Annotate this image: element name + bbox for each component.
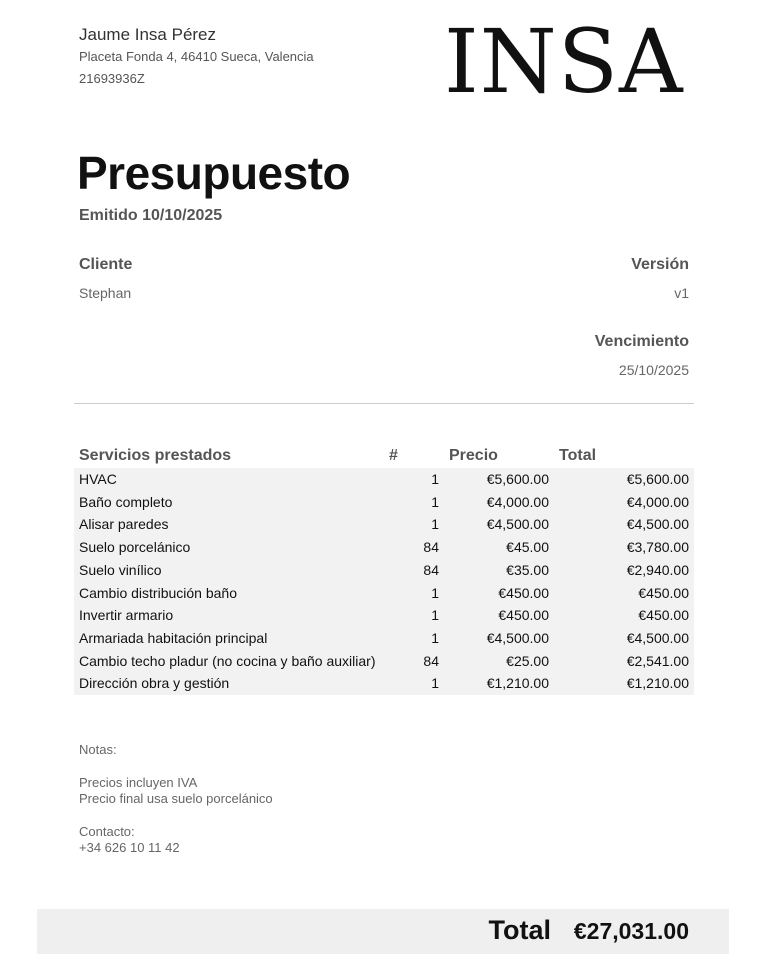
row-total: €4,000.00	[626, 493, 689, 510]
table-header-row	[74, 444, 694, 468]
issuer-block	[79, 24, 314, 90]
version-label: Versión	[631, 256, 689, 273]
notes-label: Notas:	[79, 742, 117, 757]
table-row	[74, 672, 694, 695]
row-total: €2,541.00	[626, 652, 689, 669]
row-qty: 84	[423, 539, 439, 556]
table-row	[74, 627, 694, 650]
row-price: €25.00	[506, 652, 549, 669]
table-row	[74, 650, 694, 673]
row-service: Dirección obra y gestión	[79, 675, 230, 692]
row-total: €450.00	[638, 584, 689, 601]
row-price: €450.00	[498, 607, 549, 624]
row-qty: 1	[431, 675, 439, 692]
row-service: HVAC	[79, 471, 117, 487]
table-row	[74, 491, 694, 514]
total-value: €27,031.00	[573, 918, 689, 944]
notes-block	[79, 742, 273, 857]
services-table	[74, 444, 694, 695]
row-total: €450.00	[638, 607, 689, 624]
brand-logo: INSA	[444, 10, 684, 113]
row-price: €5,600.00	[486, 471, 549, 487]
table-row	[74, 559, 694, 582]
notes-line: Precios incluyen IVA	[79, 774, 198, 790]
table-row	[74, 536, 694, 559]
row-price: €35.00	[506, 561, 549, 578]
issuer-tax-id: 21693936Z	[79, 71, 145, 86]
row-qty: 84	[423, 652, 439, 669]
row-qty: 1	[431, 516, 439, 533]
header-total: Total	[559, 447, 597, 464]
row-service: Suelo vinílico	[79, 561, 162, 578]
notes-line: Precio final usa suelo porcelánico	[79, 791, 273, 806]
row-qty: 1	[431, 471, 439, 487]
client-label: Cliente	[79, 256, 133, 273]
row-qty: 84	[423, 561, 439, 578]
row-qty: 1	[431, 584, 439, 601]
contact-phone: +34 626 10 11 42	[79, 840, 180, 855]
section-divider	[74, 403, 694, 404]
row-total: €4,500.00	[626, 629, 689, 646]
row-service: Invertir armario	[79, 607, 174, 624]
row-price: €4,500.00	[486, 516, 549, 533]
row-total: €4,500.00	[626, 516, 689, 533]
version-value: v1	[674, 285, 689, 301]
row-price: €450.00	[498, 584, 549, 601]
row-price: €4,000.00	[486, 493, 549, 510]
row-total: €2,940.00	[626, 561, 689, 578]
due-value: 25/10/2025	[618, 362, 689, 378]
header-service: Servicios prestados	[79, 447, 232, 464]
page-title: Presupuesto	[77, 147, 351, 199]
row-service: Suelo porcelánico	[79, 539, 191, 556]
total-bar	[37, 909, 729, 954]
issuer-address: Placeta Fonda 4, 46410 Sueca, Valencia	[79, 49, 314, 64]
issuer-name: Jaume Insa Pérez	[79, 25, 217, 44]
row-qty: 1	[431, 607, 439, 624]
total-label: Total	[488, 915, 551, 945]
row-price: €45.00	[506, 539, 549, 556]
row-total: €5,600.00	[626, 471, 689, 487]
table-row	[74, 604, 694, 627]
row-price: €1,210.00	[486, 675, 549, 692]
row-service: Armariada habitación principal	[79, 629, 268, 646]
row-qty: 1	[431, 629, 439, 646]
contact-label: Contacto:	[79, 823, 135, 839]
row-service: Cambio techo pladur (no cocina y baño auxiliar)	[79, 652, 376, 669]
header-qty: #	[389, 447, 398, 464]
row-total: €1,210.00	[626, 675, 689, 692]
table-row	[74, 582, 694, 605]
header-price: Precio	[449, 447, 498, 464]
row-price: €4,500.00	[486, 629, 549, 646]
row-service: Baño completo	[79, 493, 173, 510]
row-qty: 1	[431, 493, 439, 510]
due-label: Vencimiento	[594, 333, 689, 350]
row-total: €3,780.00	[626, 539, 689, 556]
row-service: Cambio distribución baño	[79, 584, 237, 601]
row-service: Alisar paredes	[79, 516, 169, 533]
table-row	[74, 513, 694, 536]
issued-date: Emitido 10/10/2025	[79, 207, 223, 224]
table-row	[74, 468, 694, 491]
client-value: Stephan	[79, 285, 132, 301]
